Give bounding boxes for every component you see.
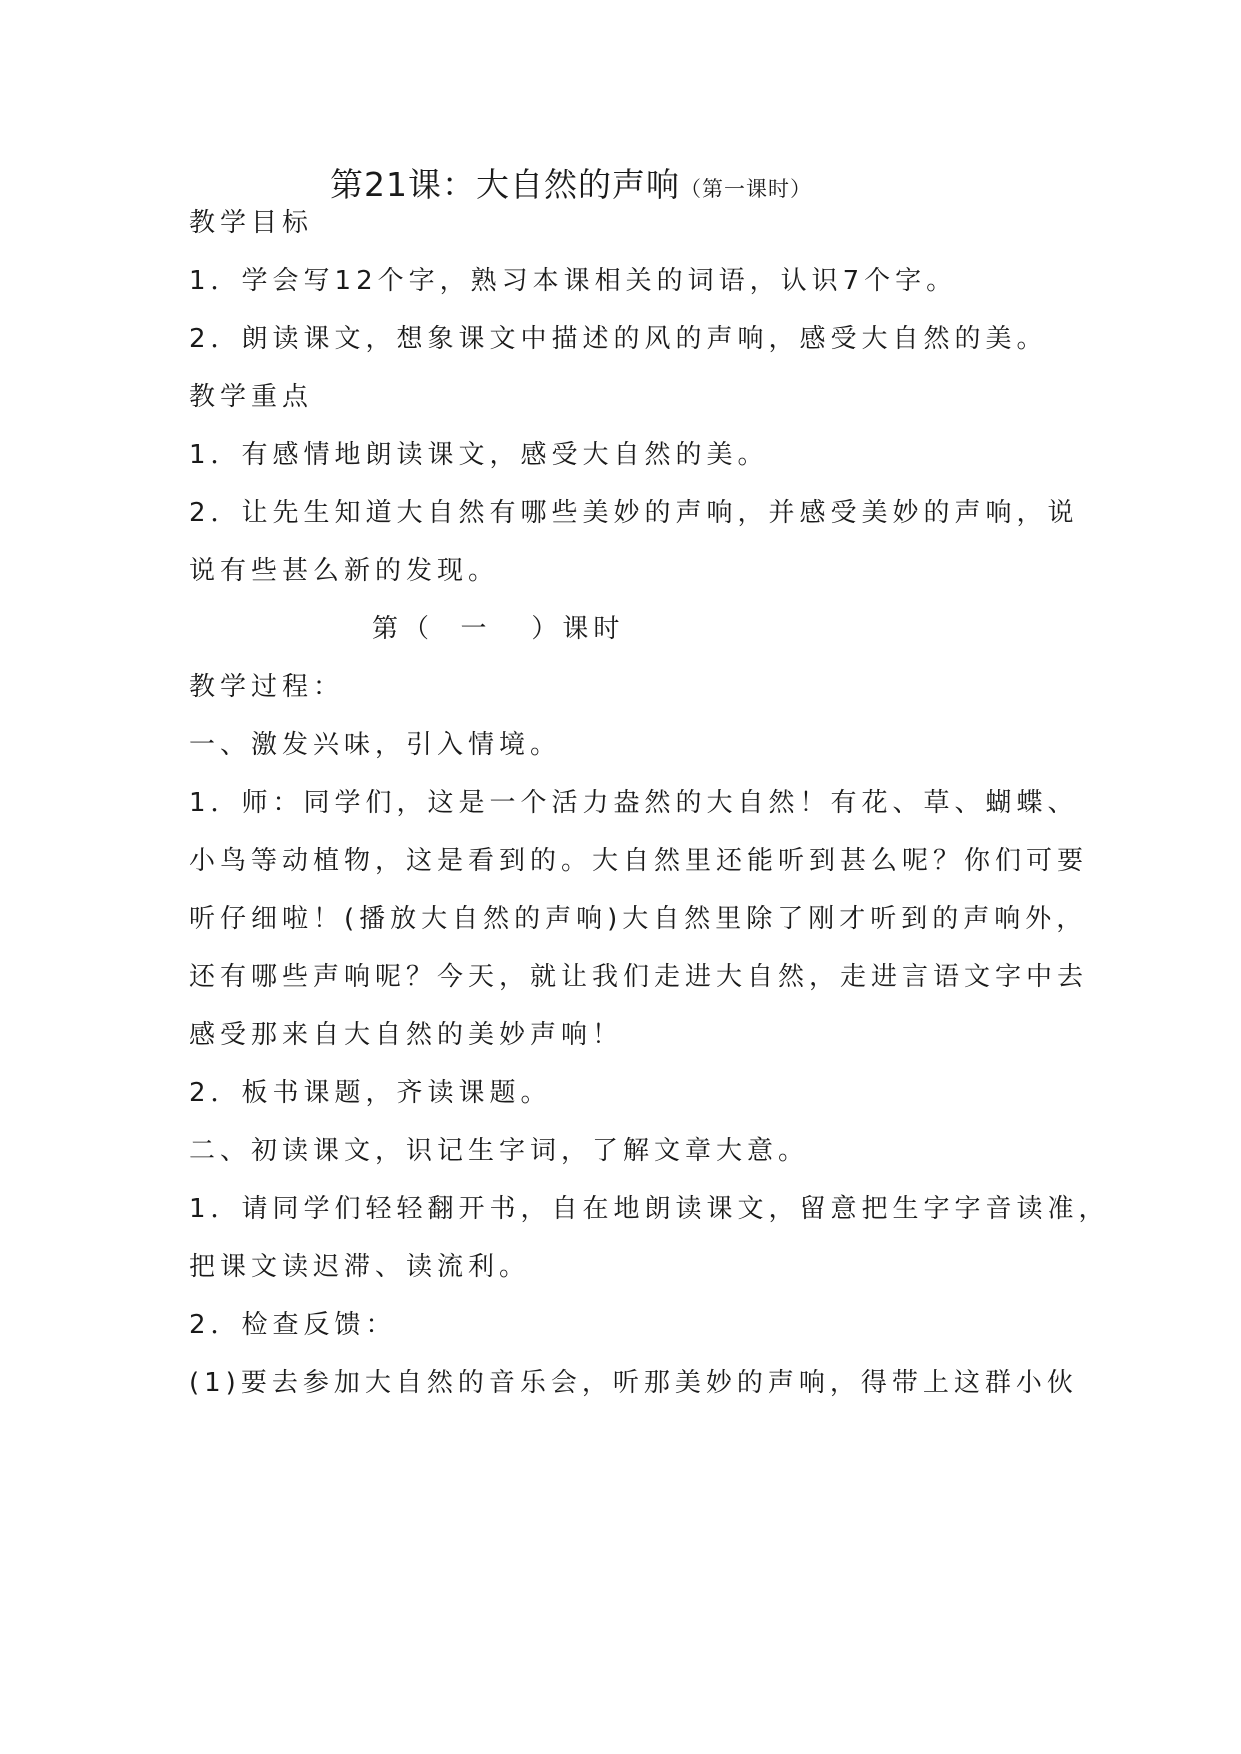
paragraph-line: 还有哪些声响呢？今天，就让我们走进大自然，走进言语文字中去 xyxy=(189,962,1089,992)
paragraph-line: (1)要去参加大自然的音乐会，听那美妙的声响，得带上这群小伙 xyxy=(189,1368,1078,1398)
focus-item-2-continued: 说有些甚么新的发现。 xyxy=(189,556,500,586)
section-heading-process: 教学过程： xyxy=(189,672,345,702)
goal-item-2: 2．朗读课文，想象课文中描述的风的声响，感受大自然的美。 xyxy=(189,324,1048,354)
process-item: 2．检查反馈： xyxy=(189,1310,397,1340)
process-step-2: 二、初读课文，识记生字词，了解文章大意。 xyxy=(189,1136,810,1166)
focus-item-2: 2．让先生知道大自然有哪些美妙的声响，并感受美妙的声响，说 xyxy=(189,498,1079,528)
process-step-1: 一、激发兴味，引入情境。 xyxy=(189,730,562,760)
paragraph-line: 1．师：同学们，这是一个活力盎然的大自然！有花、草、蝴蝶、 xyxy=(189,788,1079,818)
focus-item-1: 1．有感情地朗读课文，感受大自然的美。 xyxy=(189,440,769,470)
lesson-title xyxy=(330,160,812,214)
lesson-title-sub: （第一课时） xyxy=(680,177,812,201)
process-item: 2．板书课题，齐读课题。 xyxy=(189,1078,552,1108)
paragraph-line: 听仔细啦！(播放大自然的声响)大自然里除了刚才听到的声响外， xyxy=(189,904,1088,934)
section-heading-focus: 教学重点 xyxy=(189,382,314,412)
goal-item-1: 1．学会写12个字，熟习本课相关的词语，认识7个字。 xyxy=(189,266,958,296)
section-heading-goals: 教学目标 xyxy=(189,208,314,238)
lesson-title-main: 第21课：大自然的声响 xyxy=(330,165,680,204)
paragraph-line: 把课文读迟滞、读流利。 xyxy=(189,1252,531,1282)
paragraph-line: 感受那来自大自然的美妙声响！ xyxy=(189,1020,624,1050)
paragraph-line: 小鸟等动植物，这是看到的。大自然里还能听到甚么呢？你们可要 xyxy=(189,846,1089,876)
lesson-period-heading: 第（ 一 ）课时 xyxy=(372,614,625,644)
paragraph-line: 1．请同学们轻轻翻开书，自在地朗读课文，留意把生字字音读准， xyxy=(189,1194,1110,1224)
